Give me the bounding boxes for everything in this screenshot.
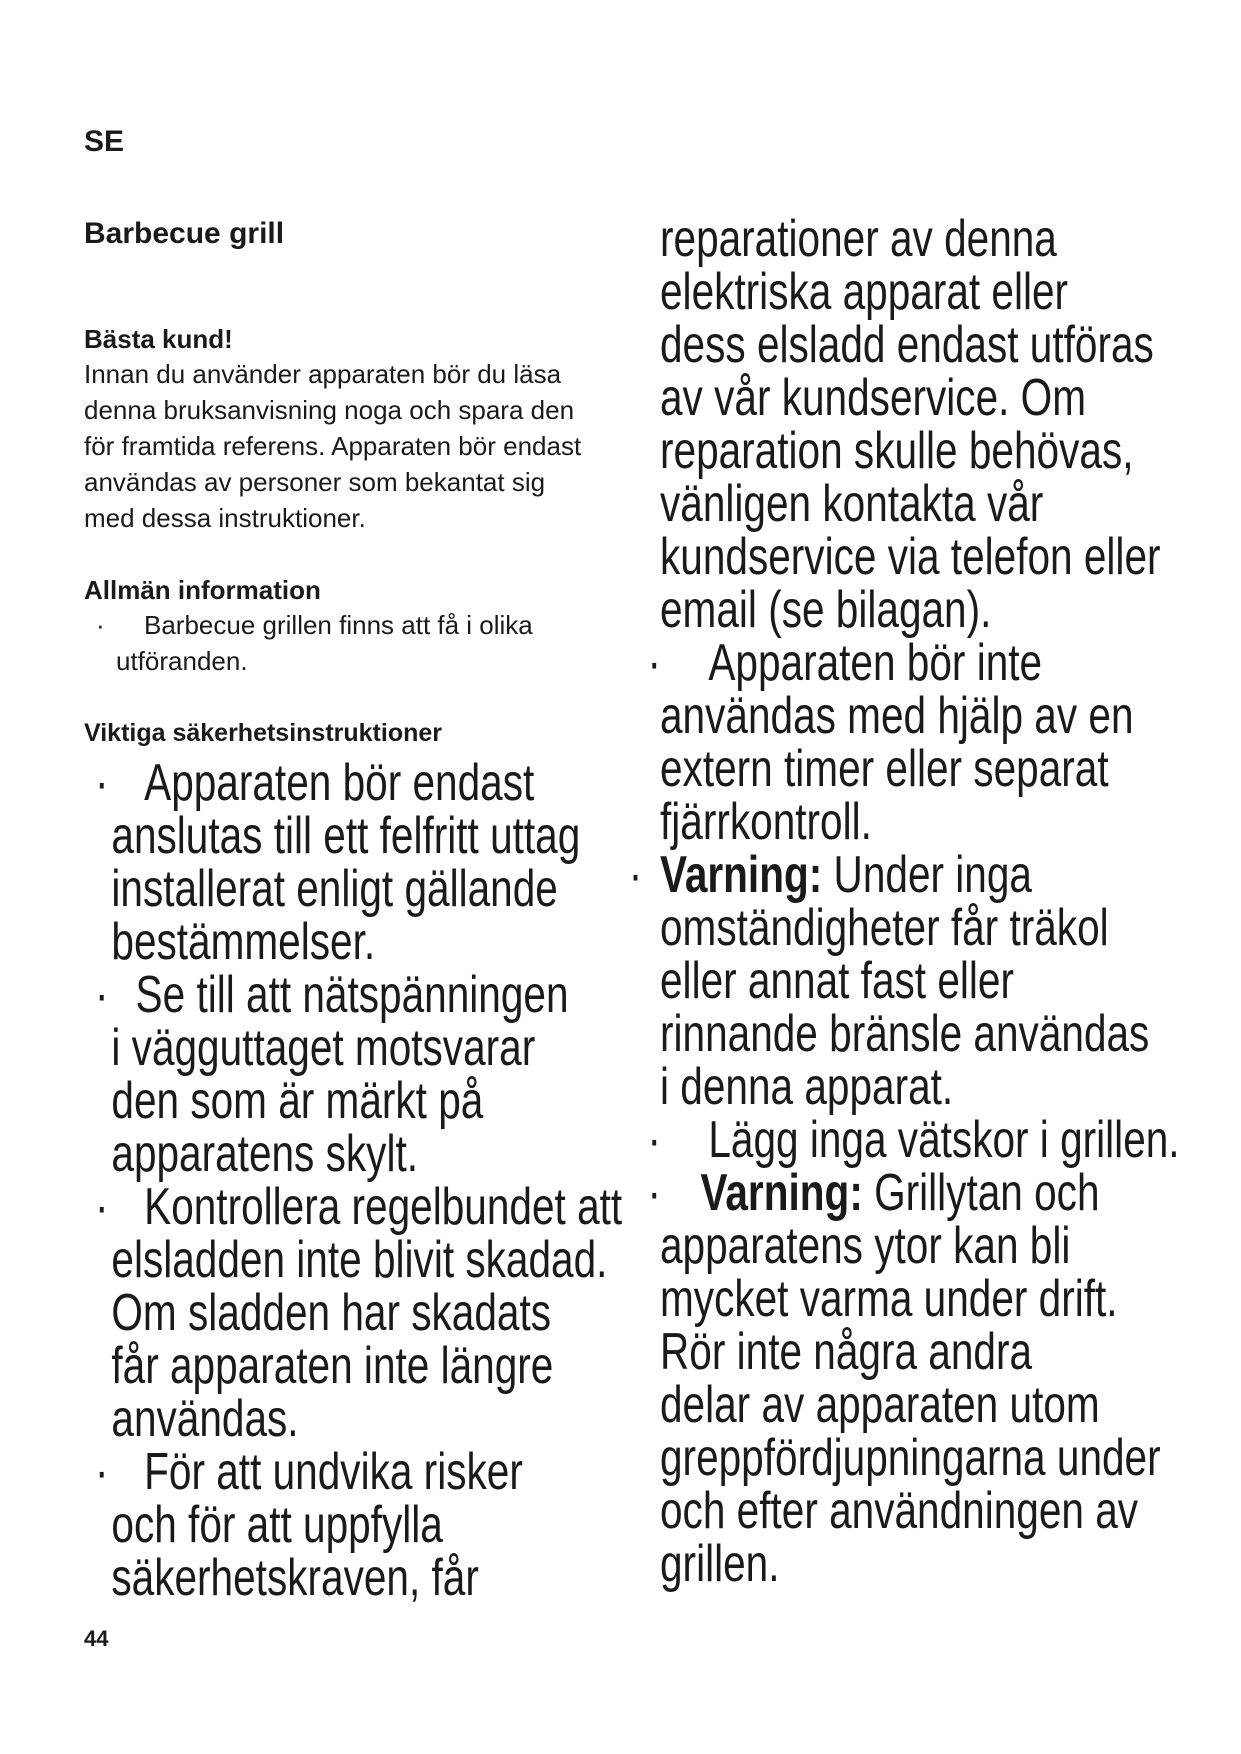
item-line: får apparaten inte längre <box>111 1337 554 1395</box>
warning-label: Varning: <box>660 846 823 904</box>
bullet-dot: · <box>647 1164 662 1222</box>
item-line: säkerhetskraven, får <box>111 1549 479 1607</box>
item-line: Rör inte några andra <box>660 1323 1033 1381</box>
safety-item-2 <box>95 966 622 1024</box>
item-line: vänligen kontakta vår <box>660 475 1044 533</box>
item-line: installerat enligt gällande <box>111 860 558 918</box>
item-line: bestämmelser. <box>111 913 376 971</box>
safety-item-6 <box>628 846 1180 904</box>
bullet-dot: · <box>647 634 662 692</box>
safety-item-7 <box>647 1111 1180 1169</box>
general-bullet-item <box>84 607 533 679</box>
safety-item-8 <box>647 1164 1180 1222</box>
item-line: elsladden inte blivit skadad. <box>111 1231 608 1289</box>
general-section <box>84 573 533 679</box>
greeting-heading: Bästa kund! <box>84 324 233 354</box>
item-line: den som är märkt på <box>111 1072 484 1130</box>
item-line: anslutas till ett felfritt uttag <box>111 807 581 865</box>
paragraph-line: användas av personer som bekantat sig <box>84 467 546 497</box>
general-heading: Allmän information <box>84 575 321 605</box>
item-line: fjärrkontroll. <box>660 793 872 851</box>
bullet-dot: · <box>95 1443 109 1501</box>
safety-item-3 <box>95 1178 623 1236</box>
language-code: SE <box>84 125 125 158</box>
item-line: omständigheter får träkol <box>660 899 1109 957</box>
safety-item-4 <box>95 1443 622 1501</box>
page-number: 44 <box>84 1626 109 1651</box>
bullet-dot: · <box>95 966 109 1024</box>
item-line: i denna apparat. <box>660 1058 954 1116</box>
item-line: Apparaten bör inte <box>708 634 1043 692</box>
safety-item-1 <box>95 754 622 812</box>
item-line: Grillytan och <box>862 1164 1100 1222</box>
item-line: eller annat fast eller <box>660 952 1014 1010</box>
warning-label: Varning: <box>700 1164 863 1222</box>
item-line: reparation skulle behövas, <box>660 422 1134 480</box>
item-line: email (se bilagan). <box>660 581 992 639</box>
safety-heading: Viktiga säkerhetsinstruktioner <box>84 719 443 747</box>
item-line: grillen. <box>660 1535 780 1593</box>
safety-right-column <box>628 210 1180 1593</box>
item-line: Lägg inga vätskor i grillen. <box>708 1111 1180 1169</box>
item-line: elektriska apparat eller <box>660 263 1069 321</box>
item-line: Kontrollera regelbundet att <box>144 1178 623 1236</box>
item-line: kundservice via telefon eller <box>660 528 1161 586</box>
item-line: rinnande bränsle användas <box>660 1005 1150 1063</box>
item-line: reparationer av denna <box>660 210 1057 268</box>
item-line: och efter användningen av <box>660 1482 1139 1540</box>
item-line: användas med hjälp av en <box>660 687 1134 745</box>
item-line: dess elsladd endast utföras <box>660 316 1154 374</box>
bullet-dot: · <box>95 1178 109 1236</box>
paragraph-line: denna bruksanvisning noga och spara den <box>84 395 575 425</box>
item-line: av vår kundservice. Om <box>660 369 1087 427</box>
bullet-dot: · <box>628 846 643 904</box>
bullet-dot: · <box>96 610 105 640</box>
item-line: apparatens ytor kan bli <box>660 1217 1071 1275</box>
item-line: För att undvika risker <box>144 1443 523 1501</box>
paragraph-line: Innan du använder apparaten bör du läsa <box>84 359 562 389</box>
paragraph-line: för framtida referens. Apparaten bör endast <box>84 431 582 461</box>
item-line: och för att uppfylla <box>111 1496 443 1554</box>
greeting-paragraph <box>84 356 581 536</box>
item-line: användas. <box>111 1390 299 1448</box>
item-line: greppfördjupningarna under <box>660 1429 1161 1487</box>
item-line: extern timer eller separat <box>660 740 1109 798</box>
item-line: i vägguttaget motsvarar <box>111 1019 536 1077</box>
bullet-line <box>84 607 533 643</box>
bullet-line: utföranden. <box>116 646 248 676</box>
bullet-dot: · <box>647 1111 662 1169</box>
item-line: apparatens skylt. <box>111 1125 419 1183</box>
item-line: delar av apparaten utom <box>660 1376 1100 1434</box>
item-line: Om sladden har skadats <box>111 1284 552 1342</box>
document-title: Barbecue grill <box>84 217 285 250</box>
item-line: Apparaten bör endast <box>144 754 535 812</box>
item-line: Under inga <box>822 846 1032 904</box>
bullet-text: Barbecue grillen finns att få i olika <box>144 610 533 640</box>
greeting-section <box>84 322 581 536</box>
bullet-dot: · <box>95 754 109 812</box>
item-line: mycket varma under drift. <box>660 1270 1118 1328</box>
item-line: Se till att nätspänningen <box>135 966 569 1024</box>
paragraph-line: med dessa instruktioner. <box>84 503 366 533</box>
safety-left-column <box>95 754 623 1607</box>
safety-item-5 <box>647 634 1180 692</box>
